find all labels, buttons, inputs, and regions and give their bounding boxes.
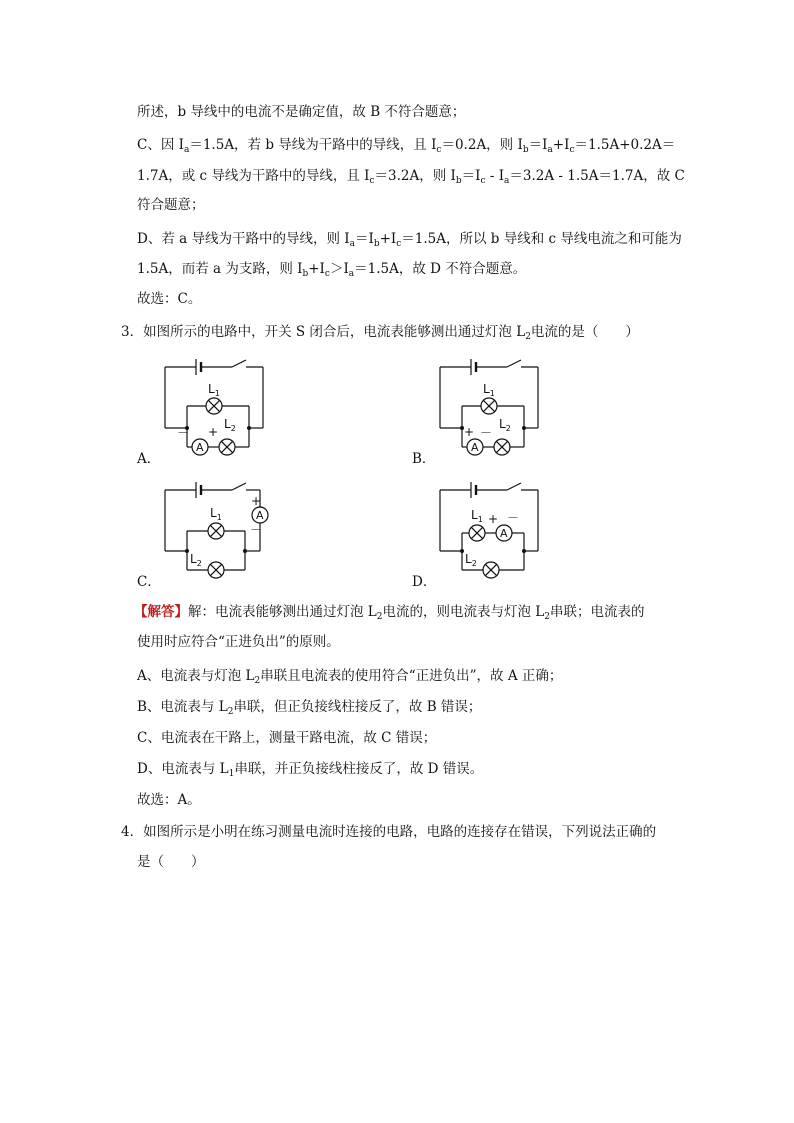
svg-text:L1: $L_1$ [471,508,483,524]
svg-text:－: － [250,523,263,537]
answer-line-2: 使用时应符合“正进负出”的原则。 [137,634,340,650]
text-line-2: C、因 $I_a=1.5A$，若 b 导线为干路中的导线，且 $I_c=0.2A$，则 $I_b=I_a+I_c=1.5A+0.2A=$ [137,137,676,155]
text-line-7: 故选：C。 [137,291,202,307]
svg-text:－: － [177,426,190,440]
answer-line-4: B、电流表与 $L_2$串联，但正负接线柱接反了，故 B 错误； [137,699,482,717]
question-4-line-1: 4．如图所示是小明在练习测量电流时连接的电路，电路的连接存在错误，下列说法正确的 [121,824,657,840]
answer-line-5: C、电流表在干路上，测量干路电流，故 C 错误； [137,730,437,746]
svg-text:L1: $L_1$ [210,506,222,522]
circuit-figure-a [150,350,280,465]
answer-line-1: 【解答】解：电流表能够测出通过灯泡 $L_2$电流的，则电流表与灯泡 $L_2$串联；电流表的 [134,604,645,622]
text-line-6: 1.5A，而若 a 为支路，则 $I_b+I_c>I_a=1.5A$，故 D 不符合题意。 [137,261,527,279]
option-c-label: C． [137,574,161,590]
svg-text:L2: $L_2$ [465,552,477,568]
svg-text:+: + [208,425,219,439]
svg-text:－: － [507,511,520,525]
svg-text:－: － [480,426,493,440]
text-line-5: D、若 a 导线为干路中的导线，则 $I_a=I_b+I_c=1.5A$，所以 b 导线和 c 导线电流之和可能为 [137,231,682,249]
option-d-label: D． [412,574,437,590]
svg-text:A: A [196,441,204,454]
option-b-label: B． [412,451,436,467]
svg-text:A: A [500,527,508,540]
circuit-figure-c [150,473,280,588]
question-4-line-2: 是（ ） [137,854,205,870]
svg-text:L1: $L_1$ [208,382,220,398]
answer-line-6: D、电流表与 $L_1$串联，并正负接线柱接反了，故 D 错误。 [137,761,484,779]
option-a-label: A． [137,451,161,467]
circuit-figure-d [425,473,555,588]
svg-text:L2: $L_2$ [224,417,236,433]
answer-tag: 【解答】 [134,604,188,620]
answer-line-7: 故选：A。 [137,792,201,808]
svg-text:L2: $L_2$ [499,417,511,433]
text-line-3: 1.7A，或 c 导线为干路中的导线，且 $I_c=3.2A$，则 $I_b=I_c - I_a=3.2A - 1.5A=1.7A$，故 C [137,168,685,186]
svg-text:+: + [464,425,475,439]
svg-text:+: + [251,494,262,508]
svg-text:A: A [256,509,264,522]
svg-text:+: + [488,512,499,526]
svg-text:A: A [471,441,479,454]
text-line-1: 所述，b 导线中的电流不是确定值，故 B 不符合题意； [137,104,466,120]
text-line-4: 符合题意； [137,197,205,213]
question-3: 3．如图所示的电路中，开关 S 闭合后，电流表能够测出通过灯泡 $L_2$电流的是（ ） [121,324,639,342]
svg-text:L2: $L_2$ [190,552,202,568]
circuit-figure-b [425,350,555,465]
svg-text:L1: $L_1$ [483,382,495,398]
answer-line-3: A、电流表与灯泡 $L_2$串联且电流表的使用符合“正进负出”，故 A 正确； [137,668,563,686]
